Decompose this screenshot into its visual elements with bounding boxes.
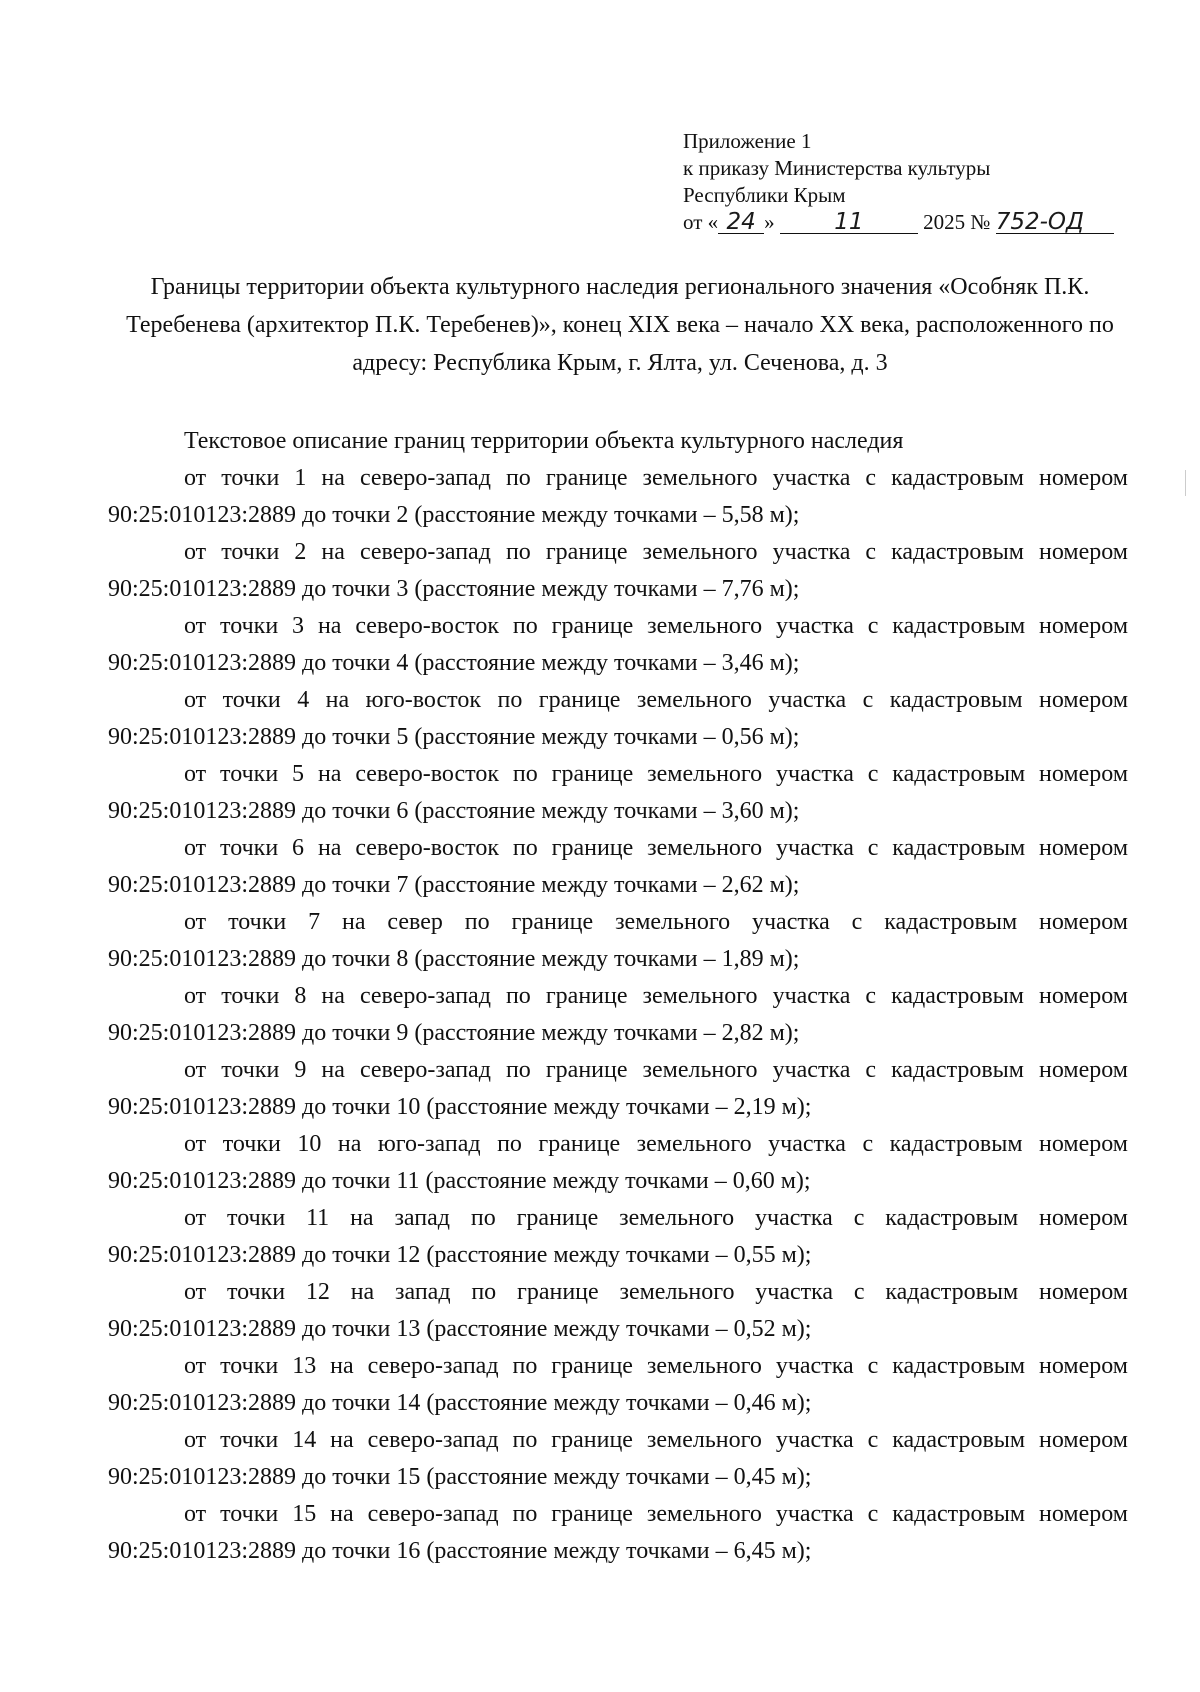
appendix-label: Приложение 1 xyxy=(683,129,812,153)
document-body xyxy=(108,423,1128,1570)
appendix-order-ref: к приказу Министерства культуры xyxy=(683,156,991,180)
boundary-paragraph: от точки 4 на юго-восток по границе земельного участка с кадастровым номером 90:25:010123:2889 до точки 5 (расстояние между точками – 0,56 м); xyxy=(108,687,1128,750)
section-heading: Текстовое описание границ территории объекта культурного наследия xyxy=(184,428,904,454)
date-mid: » xyxy=(764,210,775,234)
date-year: 2025 № xyxy=(923,210,991,234)
appendix-republic: Республики Крым xyxy=(683,183,846,207)
boundary-paragraph: от точки 14 на северо-запад по границе земельного участка с кадастровым номером 90:25:010123:2889 до точки 15 (расстояние между точками – 0,45 м); xyxy=(108,1427,1128,1490)
boundary-paragraph: от точки 11 на запад по границе земельного участка с кадастровым номером 90:25:010123:2889 до точки 12 (расстояние между точками – 0,55 м); xyxy=(108,1205,1128,1268)
appendix-header xyxy=(683,128,1114,236)
boundary-paragraph: от точки 2 на северо-запад по границе земельного участка с кадастровым номером 90:25:010123:2889 до точки 3 (расстояние между точками – 7,76 м); xyxy=(108,539,1128,602)
date-prefix: от « xyxy=(683,210,719,234)
boundary-paragraph: от точки 9 на северо-запад по границе земельного участка с кадастровым номером 90:25:010123:2889 до точки 10 (расстояние между точками – 2,19 м); xyxy=(108,1057,1128,1120)
scan-artifact xyxy=(1185,470,1186,496)
boundary-paragraph: от точки 12 на запад по границе земельного участка с кадастровым номером 90:25:010123:2889 до точки 13 (расстояние между точками – 0,52 м); xyxy=(108,1279,1128,1342)
date-month: 11 xyxy=(780,211,918,234)
date-day: 24 xyxy=(718,211,764,234)
boundary-paragraph: от точки 13 на северо-запад по границе земельного участка с кадастровым номером 90:25:010123:2889 до точки 14 (расстояние между точками – 0,46 м); xyxy=(108,1353,1128,1416)
appendix-date-line xyxy=(683,209,1114,236)
boundary-paragraph: от точки 5 на северо-восток по границе земельного участка с кадастровым номером 90:25:010123:2889 до точки 6 (расстояние между точками – 3,60 м); xyxy=(108,761,1128,824)
document-title: Границы территории объекта культурного наследия регионального значения «Особняк П.К. Теребенева (архитектор П.К. Теребенев)», конец XIX века – начало XX века, расположенного по адресу: Республика Крым, г. Ялта, ул. Сеченова, д. 3 xyxy=(126,274,1114,376)
boundary-paragraph: от точки 1 на северо-запад по границе земельного участка с кадастровым номером 90:25:010123:2889 до точки 2 (расстояние между точками – 5,58 м); xyxy=(108,465,1128,528)
boundary-paragraph: от точки 15 на северо-запад по границе земельного участка с кадастровым номером 90:25:010123:2889 до точки 16 (расстояние между точками – 6,45 м); xyxy=(108,1501,1128,1564)
boundary-paragraph: от точки 7 на север по границе земельного участка с кадастровым номером 90:25:010123:2889 до точки 8 (расстояние между точками – 1,89 м); xyxy=(108,909,1128,972)
boundary-paragraph: от точки 3 на северо-восток по границе земельного участка с кадастровым номером 90:25:010123:2889 до точки 4 (расстояние между точками – 3,46 м); xyxy=(108,613,1128,676)
boundary-paragraph: от точки 10 на юго-запад по границе земельного участка с кадастровым номером 90:25:010123:2889 до точки 11 (расстояние между точками – 0,60 м); xyxy=(108,1131,1128,1194)
boundary-paragraph: от точки 8 на северо-запад по границе земельного участка с кадастровым номером 90:25:010123:2889 до точки 9 (расстояние между точками – 2,82 м); xyxy=(108,983,1128,1046)
order-number: 752-ОД xyxy=(996,211,1114,234)
boundary-paragraph: от точки 6 на северо-восток по границе земельного участка с кадастровым номером 90:25:010123:2889 до точки 7 (расстояние между точками – 2,62 м); xyxy=(108,835,1128,898)
